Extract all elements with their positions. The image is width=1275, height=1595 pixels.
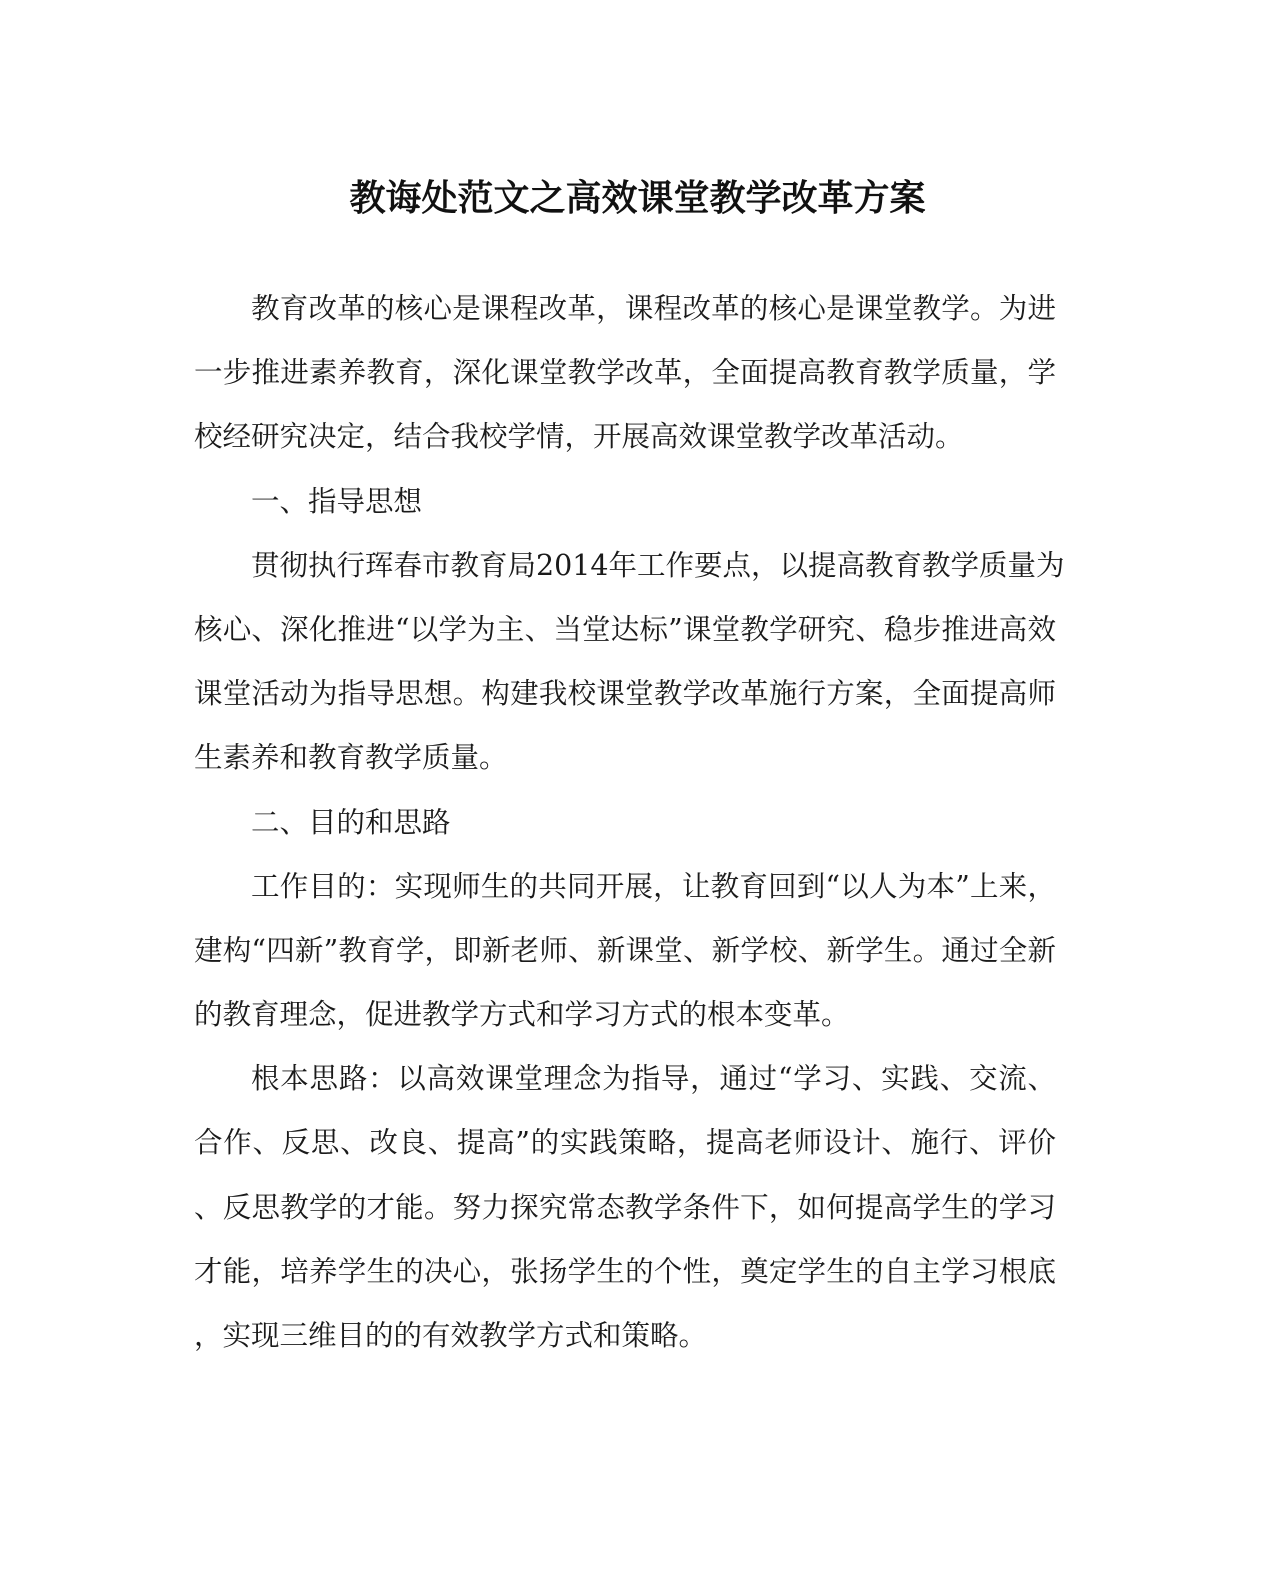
text-line: 的教育理念，促进教学方式和学习方式的根本变革。 [194,998,850,1032]
text-line: 一、指导思想 [251,484,423,518]
text-line: 教育改革的核心是课程改革，课程改革的核心是课堂教学。为进 [251,292,1056,325]
text-line: 根本思路：以高效课堂理念为指导，通过“学习、实践、交流、 [251,1062,1056,1096]
document-body [194,285,1065,1376]
text-line: 课堂活动为指导思想。构建我校课堂教学改革施行方案，全面提高师 [194,677,1056,711]
text-line: 核心、深化推进“以学为主、当堂达标”课堂教学研究、稳步推进高效 [194,612,1056,646]
text-line: 建构“四新”教育学，即新老师、新课堂、新学校、新学生。通过全新 [194,933,1056,967]
text-line: 合作、反思、改良、提高”的实践策略，提高老师设计、施行、评价 [194,1126,1056,1160]
text-line: 一步推进素养教育，深化课堂教学改革，全面提高教育教学质量，学 [194,356,1056,390]
text-line: ，实现三维目的的有效教学方式和策略。 [194,1319,708,1352]
text-line: 才能，培养学生的决心，张扬学生的个性，奠定学生的自主学习根底 [194,1254,1056,1288]
text-line: 贯彻执行珲春市教育局2014年工作要点，以提高教育教学质量为 [251,548,1065,582]
document-title: 教诲处范文之高效课堂教学改革方案 [349,177,926,219]
text-line: 校经研究决定，结合我校学情，开展高效课堂教学改革活动。 [194,420,964,454]
text-line: 、反思教学的才能。努力探究常态教学条件下，如何提高学生的学习 [194,1190,1056,1224]
text-line: 工作目的：实现师生的共同开展，让教育回到“以人为本”上来， [251,869,1056,903]
text-line: 二、目的和思路 [251,805,451,839]
text-line: 生素养和教育教学质量。 [194,741,508,775]
